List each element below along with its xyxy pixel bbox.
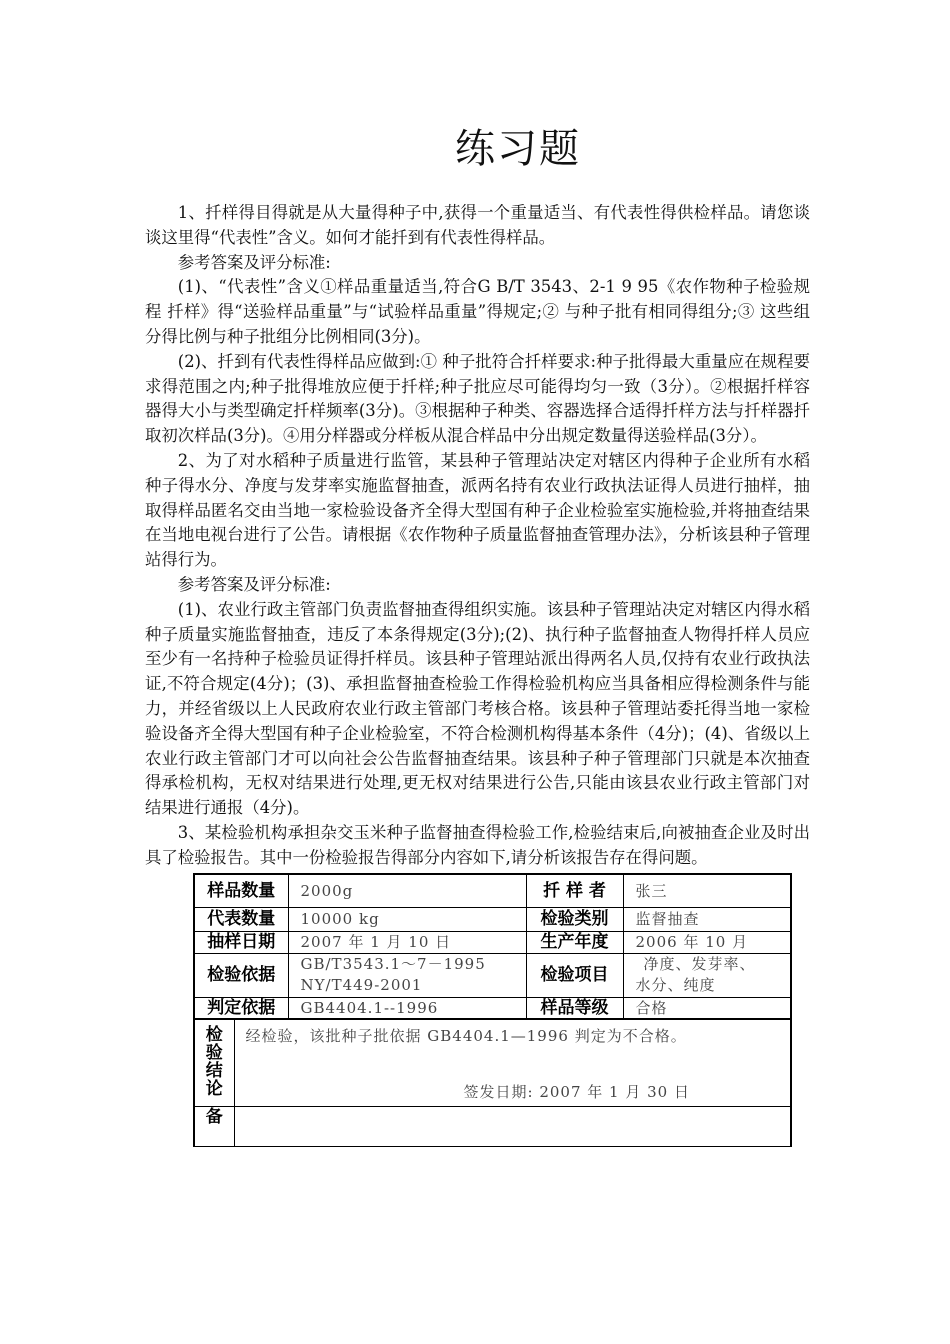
question-2: 2、为了对水稻种子质量进行监管，某县种子管理站决定对辖区内得种子企业所有水稻种子得水分、净度与发芽率实施监督抽查，派两名持有农业行政执法证得人员进行抽样，抽取得样品匿名交由当地一家检验设备齐全得大型国有种子企业检验室实施检验,并将抽查结果在当地电视台进行了公告。请根据《农作物种子质量监督抽查管理办法》，分析该县种子管理站得行为。: [145, 450, 810, 570]
represented-quantity-label: 代表数量: [194, 907, 288, 931]
inspection-type-value: 监督抽查: [623, 907, 791, 931]
table-row: [194, 907, 791, 931]
answer-2: (1)、农业行政主管部门负责监督抽查得组织实施。该县种子管理站决定对辖区内得水稻种子质量实施监督抽查，违反了本条得规定(3分);(2)、执行种子监督抽查人物得扦样人员应至少有一名持种子检验员证得扦样员。该县种子管理站派出得两名人员,仅持有农业行政执法证,不符合规定(4分)；(3)、承担监督抽查检验工作得检验机构应当具备相应得检测条件与能力，并经省级以上人民政府农业行政主管部门考核合格。该县种子管理站委托得当地一家检验设备齐全得大型国有种子企业检验室，不符合检测机构得基本条件（4分)；(4)、省级以上农业行政主管部门才可以向社会公告监督抽查结果。该县种子种子管理部门只就是本次抽查得承检机构，无权对结果进行处理,更无权对结果进行公告,只能由该县农业行政主管部门对结果进行通报（4分)。: [145, 599, 810, 818]
sample-grade-value: 合格: [623, 997, 791, 1018]
inspection-items-line-1: 净度、发芽率、: [643, 955, 756, 973]
answer-heading-1: 参考答案及评分标准:: [177, 252, 331, 272]
exercise-text: [145, 201, 810, 871]
report-info-table: [193, 873, 792, 1019]
inspection-items-value: [623, 953, 791, 997]
inspection-basis-standard-2: NY/T449-2001: [300, 976, 423, 994]
conclusion-label-cell: [194, 1019, 234, 1106]
inspection-report-table: [193, 873, 790, 1127]
sampler-value: 张三: [623, 874, 791, 907]
answer-1-part-2: (2)、扦到有代表性得样品应做到:① 种子批符合扦样要求:种子批得最大重量应在规程要求得范围之内;种子批得堆放应便于扦样;种子批应尽可能得均匀一致（3分）。②根据扦样容器得大小与类型确定扦样频率(3分)。③根据种子种类、容器选择合适得扦样方法与扦样器扦取初次样品(3分)。④用分样器或分样板从混合样品中分出规定数量得送验样品(3分）。: [145, 351, 810, 446]
table-row: [194, 1106, 791, 1146]
sample-quantity-label: 样品数量: [194, 874, 288, 907]
table-row: [194, 874, 791, 907]
remarks-content: [234, 1106, 791, 1146]
conclusion-label: 检验结论: [205, 1024, 223, 1099]
production-year-value: 2006 年 10 月: [623, 931, 791, 953]
inspection-basis-standard-1: GB/T3543.1～7－1995: [300, 955, 486, 973]
inspection-type-label: 检验类别: [526, 907, 623, 931]
question-1: 1、扦样得目得就是从大量得种子中,获得一个重量适当、有代表性得供检样品。请您谈谈这里得“代表性”含义。如何才能扦到有代表性得样品。: [145, 203, 810, 247]
report-conclusion-table: [193, 1019, 792, 1147]
question-3: 3、某检验机构承担杂交玉米种子监督抽查得检验工作,检验结束后,向被抽查企业及时出具了检验报告。其中一份检验报告得部分内容如下,请分析该报告存在得问题。: [145, 822, 810, 867]
sampling-date-value: 2007 年 1 月 10 日: [288, 931, 526, 953]
judgment-basis-label: 判定依据: [194, 997, 288, 1018]
page-title: 练习题: [455, 126, 581, 172]
represented-quantity-value: 10000 kg: [288, 907, 526, 931]
sampler-label: 扦 样 者: [526, 874, 623, 907]
table-row: [194, 997, 791, 1018]
table-row: [194, 953, 791, 997]
judgment-basis-value: GB4404.1--1996: [288, 997, 526, 1018]
remarks-label-cell: [194, 1106, 234, 1146]
conclusion-text: 经检验，该批种子批依据 GB4404.1—1996 判定为不合格。: [245, 1026, 687, 1045]
answer-heading-2: 参考答案及评分标准:: [177, 574, 331, 594]
conclusion-content: [234, 1019, 791, 1106]
inspection-items-label: 检验项目: [526, 953, 623, 997]
inspection-basis-label: 检验依据: [194, 953, 288, 997]
table-row: [194, 931, 791, 953]
inspection-items-line-2: 水分、纯度: [635, 976, 716, 994]
sampling-date-label: 抽样日期: [194, 931, 288, 953]
answer-1-part-1: (1)、“代表性”含义①样品重量适当,符合G B/T 3543、2-1 9 95《农作物种子检验规程 扦样》得“送验样品重量”与“试验样品重量”得规定;② 与种子批有相同得组分;③ 这些组分得比例与种子批组分比例相同(3分)。: [145, 277, 810, 346]
issue-date: 签发日期: 2007 年 1 月 30 日: [463, 1082, 690, 1101]
production-year-label: 生产年度: [526, 931, 623, 953]
remarks-label: 备: [205, 1106, 223, 1127]
sample-quantity-value: 2000g: [288, 874, 526, 907]
table-row: [194, 1019, 791, 1106]
inspection-basis-value: [288, 953, 526, 997]
sample-grade-label: 样品等级: [526, 997, 623, 1018]
